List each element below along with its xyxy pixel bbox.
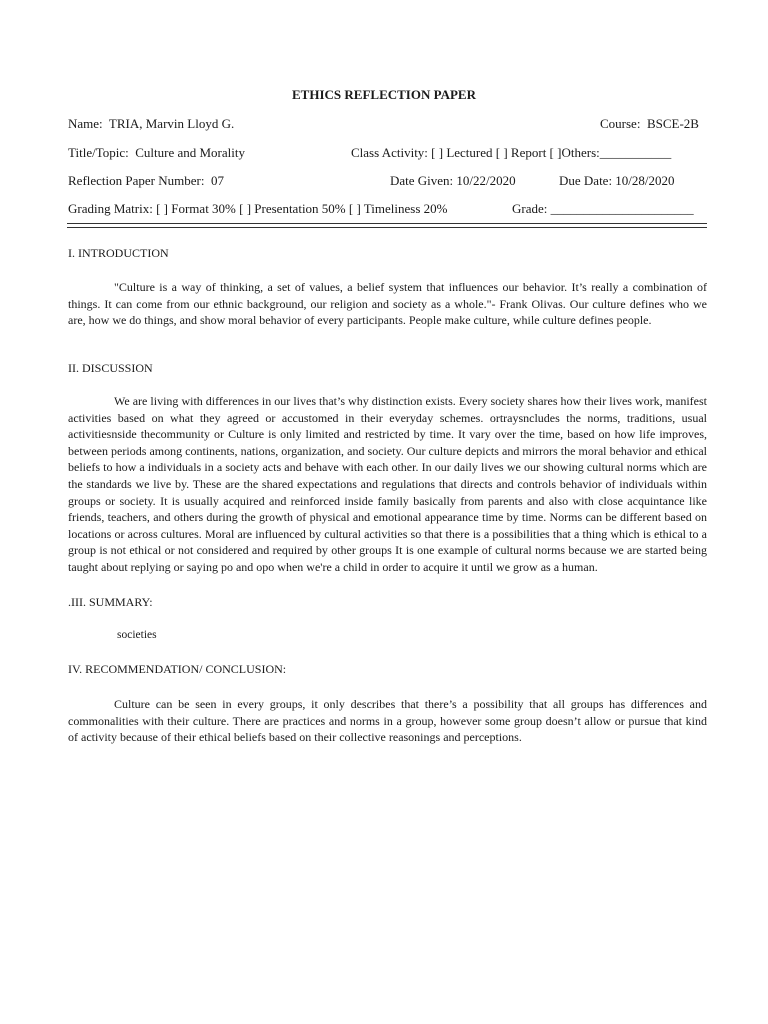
- topic-field: Title/Topic: Culture and Morality: [68, 145, 245, 160]
- grade-field: Grade: ______________________: [512, 201, 694, 216]
- class-activity-field: Class Activity: [ ] Lectured [ ] Report [ ]Others:___________: [351, 145, 672, 160]
- date-given-field: Date Given: 10/22/2020: [390, 173, 516, 188]
- discussion-heading: II. DISCUSSION: [68, 361, 153, 375]
- introduction-paragraph: "Culture is a way of thinking, a set of values, a belief system that influences our behavior. It’s really a combination of things. It can come from our ethnic background, our religion and society as a whole."- Frank Olivas. Our culture defines who we are, how we do things, and show moral behavior of every participants. People make culture, while culture defines people.: [68, 280, 707, 328]
- document-title: ETHICS REFLECTION PAPER: [292, 87, 476, 102]
- paper-number-field: Reflection Paper Number: 07: [68, 173, 224, 188]
- summary-heading: .III. SUMMARY:: [68, 595, 153, 609]
- course-field: Course: BSCE-2B: [600, 116, 699, 131]
- conclusion-heading: IV. RECOMMENDATION/ CONCLUSION:: [68, 662, 287, 676]
- grading-matrix-field: Grading Matrix: [ ] Format 30% [ ] Presentation 50% [ ] Timeliness 20%: [68, 201, 448, 216]
- header-divider-bottom: [67, 227, 707, 228]
- student-name: Name: TRIA, Marvin Lloyd G.: [68, 116, 235, 131]
- summary-text: societies: [117, 629, 157, 641]
- discussion-paragraph: We are living with differences in our lives that’s why distinction exists. Every society shares how their lives work, manifest activities based on what they agreed or accustomed in their everyday schemes. ortraysncludes the norms, traditions, usual activitiesnside thecommunity or Culture is only limited and restricted by time. It vary over the time, based on how life improves, between periods among continents, nations, organization, and society. Our culture depicts and mirrors the moral behavior and ethical beliefs to how a individuals in a society acts and behave with each other. In our daily lives we our showing cultural norms which are the standards we live by. These are the shared expectations and regulations that directs and controls behavior of individuals within groups or society. It is usually acquired and reinforced inside family basically from parents and also with close acquintance like friends, teachers, and others during the growth of physical and emotional appearance time by time. Norms can be different based on locations or across cultures. Moral are influenced by cultural activities so that there is a possibilities that a thing which is ethical to a group is not ethical or not considered and required by other groups It is one example of cultural norms because we are started being taught about replying or saying po and opo when we're a child in order to acquire it until we grow as a human.: [68, 394, 707, 574]
- conclusion-paragraph: Culture can be seen in every groups, it only describes that there’s a possibility that all groups has differences and commonalities with their culture. There are practices and norms in a group, however some group doesn’t allow or pursue that kind of activity because of their ethical beliefs based on their collective reasonings and perceptions.: [68, 697, 707, 745]
- header-divider-top: [67, 223, 707, 224]
- due-date-field: Due Date: 10/28/2020: [559, 173, 675, 188]
- introduction-heading: I. INTRODUCTION: [68, 246, 169, 260]
